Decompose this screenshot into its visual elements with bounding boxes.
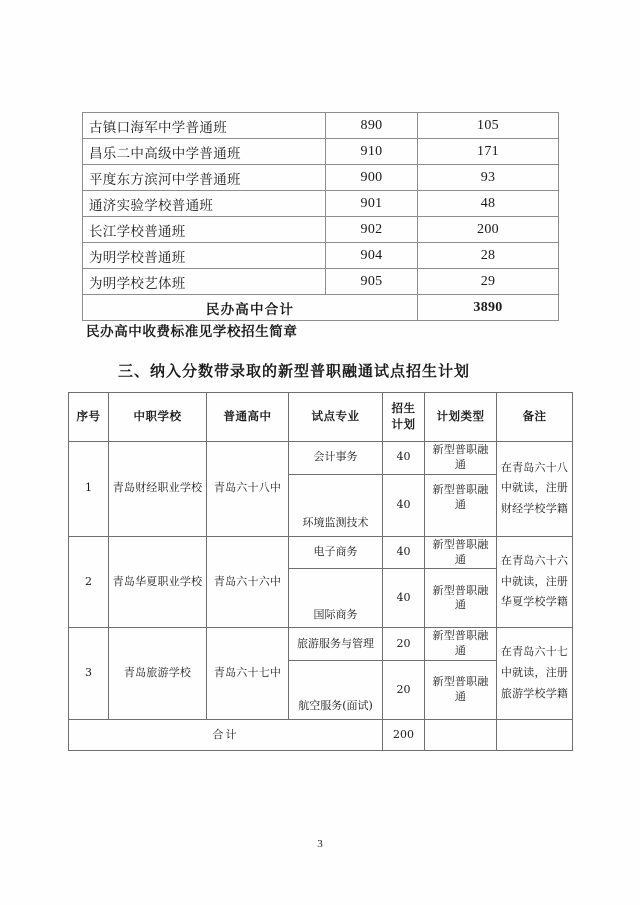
- school-name-cell: 为明学校艺体班: [83, 269, 326, 295]
- total-row: [69, 720, 573, 751]
- enroll-quota-cell: 20: [383, 628, 425, 661]
- plan-type-cell: 新型普职融通: [425, 536, 497, 569]
- table-row: [83, 165, 559, 191]
- remark-line: 中就读，注册: [500, 481, 569, 495]
- enroll-quota-cell: 40: [383, 536, 425, 569]
- row-index-cell: 1: [69, 442, 109, 537]
- school-code-cell: 901: [326, 191, 418, 217]
- pilot-major-cell: 会计事务: [289, 442, 383, 475]
- school-name-cell: 通济实验学校普通班: [83, 191, 326, 217]
- remark-line: 华夏学校学籍: [500, 595, 569, 609]
- school-plan-cell: 200: [418, 217, 559, 243]
- school-code-cell: 905: [326, 269, 418, 295]
- plan-type-cell: 新型普职融通: [425, 661, 497, 720]
- pilot-table-body: [69, 442, 573, 751]
- plan-type-cell: 新型普职融通: [425, 442, 497, 475]
- total-plan-type-cell: [425, 720, 497, 751]
- table-row: [83, 243, 559, 269]
- plan-type-cell: 新型普职融通: [425, 569, 497, 628]
- private-high-school-table-wrapper: [82, 112, 558, 321]
- school-code-cell: 902: [326, 217, 418, 243]
- pilot-major-cell: 航空服务(面试): [289, 661, 383, 720]
- summary-label-cell: 民办高中合计: [83, 295, 418, 321]
- page-number: 3: [317, 838, 323, 850]
- private-table-body: [83, 113, 559, 321]
- school-name-cell: 为明学校普通班: [83, 243, 326, 269]
- vocational-school-cell: 青岛华夏职业学校: [109, 536, 207, 628]
- plan-type-cell: 新型普职融通: [425, 628, 497, 661]
- pilot-plan-table-wrapper: [68, 392, 572, 751]
- pilot-plan-table: [68, 392, 573, 751]
- vocational-school-cell: 青岛财经职业学校: [109, 442, 207, 537]
- table-row: [83, 217, 559, 243]
- remark-line: 财经学校学籍: [500, 502, 569, 516]
- table-row: [69, 628, 573, 661]
- remark-line: 中就读，注册: [500, 574, 569, 588]
- row-index-cell: 3: [69, 628, 109, 720]
- school-code-cell: 910: [326, 139, 418, 165]
- header-remark: 备注: [497, 393, 573, 442]
- total-remark-cell: [497, 720, 573, 751]
- table-row: [83, 191, 559, 217]
- pilot-table-head: [69, 393, 573, 442]
- header-vocational-school: 中职学校: [109, 393, 207, 442]
- header-enroll-plan-line1: 招生: [391, 401, 416, 416]
- remark-line: 在青岛六十八: [500, 460, 569, 474]
- pilot-major-cell: 旅游服务与管理: [289, 628, 383, 661]
- header-enroll-plan: [383, 393, 425, 442]
- school-code-cell: 890: [326, 113, 418, 139]
- header-pilot-major: 试点专业: [289, 393, 383, 442]
- school-code-cell: 900: [326, 165, 418, 191]
- summary-row: [83, 295, 559, 321]
- regular-high-school-cell: 青岛六十六中: [207, 536, 289, 628]
- school-name-cell: 平度东方滨河中学普通班: [83, 165, 326, 191]
- summary-value-cell: 3890: [418, 295, 559, 321]
- header-row: [69, 393, 573, 442]
- remark-cell: [497, 536, 573, 628]
- regular-high-school-cell: 青岛六十七中: [207, 628, 289, 720]
- pilot-major-cell: 国际商务: [289, 569, 383, 628]
- remark-cell: [497, 628, 573, 720]
- school-name-cell: 昌乐二中高级中学普通班: [83, 139, 326, 165]
- school-plan-cell: 93: [418, 165, 559, 191]
- remark-line: 在青岛六十七: [500, 645, 569, 659]
- section-heading: 三、纳入分数带录取的新型普职融通试点招生计划: [118, 362, 471, 380]
- enroll-quota-cell: 20: [383, 661, 425, 720]
- school-plan-cell: 105: [418, 113, 559, 139]
- school-plan-cell: 171: [418, 139, 559, 165]
- plan-type-cell: 新型普职融通: [425, 474, 497, 536]
- header-regular-high-school: 普通高中: [207, 393, 289, 442]
- table-row: [69, 536, 573, 569]
- enroll-quota-cell: 40: [383, 474, 425, 536]
- table-row: [83, 139, 559, 165]
- remark-line: 在青岛六十六: [500, 553, 569, 567]
- table-row: [83, 269, 559, 295]
- school-plan-cell: 48: [418, 191, 559, 217]
- school-code-cell: 904: [326, 243, 418, 269]
- enroll-quota-cell: 40: [383, 569, 425, 628]
- remark-line: 中就读，注册: [500, 666, 569, 680]
- table-row: [69, 442, 573, 475]
- school-name-cell: 长江学校普通班: [83, 217, 326, 243]
- header-plan-type: 计划类型: [425, 393, 497, 442]
- pilot-major-cell: 环境监测技术: [289, 474, 383, 536]
- vocational-school-cell: 青岛旅游学校: [109, 628, 207, 720]
- regular-high-school-cell: 青岛六十八中: [207, 442, 289, 537]
- remark-line: 旅游学校学籍: [500, 687, 569, 701]
- school-name-cell: 古镇口海军中学普通班: [83, 113, 326, 139]
- pilot-major-cell: 电子商务: [289, 536, 383, 569]
- remark-cell: [497, 442, 573, 537]
- header-enroll-plan-line2: 计划: [391, 417, 416, 431]
- school-plan-cell: 29: [418, 269, 559, 295]
- total-value-cell: 200: [383, 720, 425, 751]
- total-label-cell: 合计: [69, 720, 383, 751]
- row-index-cell: 2: [69, 536, 109, 628]
- private-high-school-table: [82, 112, 559, 321]
- private-table-caption: 民办高中收费标准见学校招生简章: [86, 324, 298, 340]
- enroll-quota-cell: 40: [383, 442, 425, 475]
- table-row: [83, 113, 559, 139]
- header-index: 序号: [69, 393, 109, 442]
- school-plan-cell: 28: [418, 243, 559, 269]
